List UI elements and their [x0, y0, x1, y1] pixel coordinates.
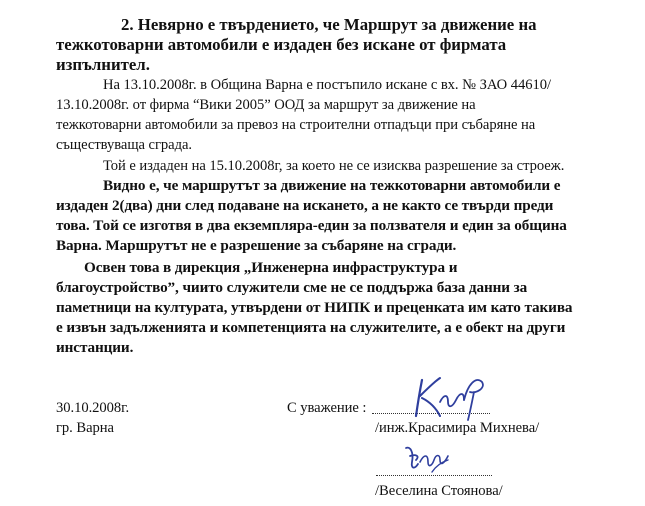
regards-label: С уважение : — [287, 400, 367, 416]
handwritten-signature-2 — [402, 442, 452, 478]
handwritten-signature-1 — [410, 372, 500, 422]
paragraph2: Той е издаден на 15.10.2008г, за което не се изисква разрешение за строеж. — [103, 158, 565, 174]
paragraph4-line-3: паметници на културата, утвърдени от НИПК и преценката им като такива — [56, 299, 573, 316]
paragraph3-line-4: Варна. Маршрутът не е разрешение за събаряне на сгради. — [56, 237, 457, 254]
paragraph1-line-1: На 13.10.2008г. в Община Варна е постъпило искане с вх. № ЗАО 44610/ — [103, 77, 551, 93]
paragraph1-line-3: тежкотоварни автомобили за превоз на строителни отпадъци при събаряне на — [56, 117, 536, 133]
heading-line-2: тежкотоварни автомобили е издаден без искане от фирмата — [56, 35, 507, 54]
paragraph4-line-1: Освен това в дирекция „Инженерна инфраструктура и — [84, 259, 458, 276]
paragraph1-line-4: съществуваща сграда. — [56, 137, 192, 153]
paragraph4-line-2: благоустройство”, чиито служители сме не се поддържа база данни за — [56, 279, 528, 296]
signatory-2-name: /Веселина Стоянова/ — [375, 483, 503, 499]
paragraph3-line-3: това. Той се изготвя в два екземпляра-един за ползвателя и един за община — [56, 217, 567, 234]
footer-date: 30.10.2008г. — [56, 400, 130, 416]
paragraph3-line-1: Видно е, че маршрутът за движение на тежкотоварни автомобили е — [103, 177, 561, 194]
heading-line-3: изпълнител. — [56, 55, 150, 74]
paragraph3-line-2: издаден 2(два) дни след подаване на искането, а не както се твърди преди — [56, 197, 554, 214]
paragraph1-line-2: 13.10.2008г. от фирма “Вики 2005” ООД за маршрут за движение на — [56, 97, 476, 113]
paragraph4-line-4: е извън задълженията и компетенцията на служителите, а е обект на други — [56, 319, 566, 336]
footer-place: гр. Варна — [56, 420, 114, 436]
signatory-1-name: /инж.Красимира Михнева/ — [375, 420, 540, 436]
paragraph4-line-5: инстанции. — [56, 339, 134, 356]
heading-line-1: 2. Невярно е твърдението, че Маршрут за движение на — [121, 15, 537, 34]
